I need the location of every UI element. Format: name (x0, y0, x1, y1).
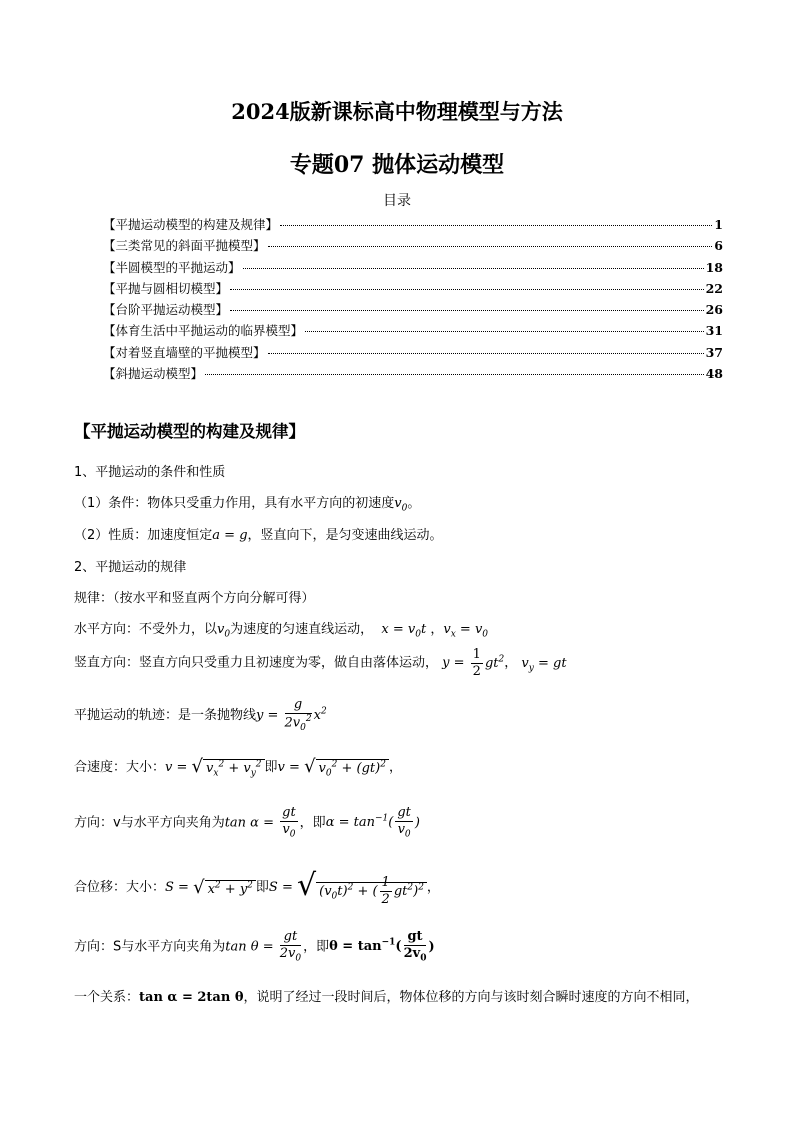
square-root: √ $(v_0t)^2$ + ( $\frac{1}{2}$ $gt^2)^2$ (297, 868, 427, 907)
fraction: $\frac{g}{2v_0^2}$ (284, 697, 312, 733)
square-root: √ $v_x^2 + v_y^2$ (192, 756, 265, 779)
formula: $v_y$ = gt (521, 655, 567, 674)
paragraph (74, 930, 435, 964)
toc-item-label: 【半圆模型的平抛运动】 (103, 259, 241, 275)
formula: y = (442, 655, 469, 671)
formula: $v_0$ (394, 496, 408, 514)
paragraph-text: 即 (264, 760, 278, 775)
paragraph-text: 水平方向：不受外力，以 (74, 622, 218, 637)
paragraph-text: 为速度的匀速直线运动， (230, 622, 374, 637)
toc-leader-dots (268, 353, 704, 354)
formula: $v_x = v_0$ (443, 622, 489, 640)
toc-item[interactable] (103, 236, 723, 257)
paragraph (74, 461, 225, 480)
paragraph-text: 规律：（按水平和竖直两个方向分解可得） (74, 591, 315, 606)
toc-item[interactable] (103, 258, 723, 279)
square-root: √ $x^2 + y^2$ (193, 877, 256, 898)
paragraph (74, 806, 420, 840)
toc-item-label: 【体育生活中平抛运动的临界模型】 (103, 323, 304, 339)
square-root: √ $v_0^2 + (gt)^2$ (304, 756, 389, 779)
toc-item[interactable] (103, 343, 723, 364)
toc-leader-dots (243, 268, 704, 269)
formula: v = (165, 760, 192, 775)
fraction: $\frac{gt}{v_0}$ (397, 805, 411, 840)
paragraph-text: ，即 (299, 815, 326, 831)
document-subtitle: 专题07 抛体运动模型 (289, 152, 505, 178)
formula: g (239, 528, 248, 543)
document-title: 2024版新课标高中物理模型与方法 (231, 99, 563, 124)
formula: a (212, 528, 221, 543)
paragraph-text: 一个关系： (74, 990, 140, 1005)
toc-leader-dots (230, 289, 704, 290)
toc-leader-dots (280, 225, 712, 226)
paragraph-text: 1、平抛运动的条件和性质 (74, 465, 226, 480)
toc-item-page: 26 (705, 302, 723, 318)
paragraph (74, 868, 440, 907)
toc-item-page: 31 (705, 323, 723, 339)
paragraph (74, 698, 327, 733)
paragraph-text: 2、平抛运动的规律 (74, 560, 187, 575)
table-of-contents (103, 215, 723, 385)
paragraph (74, 986, 699, 1005)
formula: tan α = 2tan θ (139, 990, 244, 1005)
toc-leader-dots (230, 310, 704, 311)
toc-leader-dots (205, 374, 704, 375)
toc-item-label: 【平抛运动模型的构建及规律】 (103, 217, 279, 232)
paragraph (74, 524, 443, 543)
formula: $\theta = \tan^{-1}$( (329, 938, 402, 955)
paragraph (74, 587, 315, 606)
toc-item-page: 22 (705, 280, 723, 296)
formula: $\alpha = \tan^{-1}$( (325, 814, 394, 831)
formula: $gt^2$ (484, 654, 505, 671)
formula: = (220, 528, 240, 543)
formula: ) (414, 815, 420, 831)
toc-item-label: 【斜抛运动模型】 (103, 366, 204, 382)
fraction: $\frac{1}{2}$ (472, 647, 481, 679)
paragraph (74, 756, 402, 779)
formula: y = (256, 708, 283, 723)
paragraph-text: 即 (255, 879, 269, 895)
paragraph (74, 648, 567, 678)
paragraph-text: ， (388, 760, 402, 775)
formula: tan θ = (225, 939, 278, 955)
paragraph-text: 。 (407, 496, 421, 511)
paragraph-text: （1）条件：物体只受重力作用，具有水平方向的初速度 (74, 496, 395, 511)
toc-leader-dots (305, 331, 704, 332)
paragraph (74, 556, 186, 575)
toc-item-label: 【对着竖直墙壁的平抛模型】 (103, 344, 266, 360)
formula: S = (165, 879, 194, 895)
fraction: $\frac{gt}{2v_0}$ (403, 929, 427, 964)
paragraph (74, 618, 488, 640)
toc-item-page: 48 (705, 366, 723, 382)
paragraph-text: ，竖直向下，是匀变速曲线运动。 (247, 528, 443, 543)
paragraph-text: 平抛运动的轨迹：是一条抛物线 (74, 708, 257, 723)
toc-item-label: 【三类常见的斜面平抛模型】 (103, 238, 266, 254)
section-title: 【平抛运动模型的构建及规律】 (74, 422, 305, 441)
toc-item-label: 【台阶平抛运动模型】 (103, 302, 229, 318)
toc-item-page: 6 (714, 238, 723, 254)
formula: ， (504, 655, 518, 671)
toc-item[interactable] (103, 279, 723, 300)
toc-item-label: 【平抛与圆相切模型】 (103, 280, 229, 296)
paragraph-text: ，即 (303, 939, 330, 955)
formula: $v_0$ (217, 622, 231, 640)
toc-heading: 目录 (383, 193, 411, 209)
formula: v = (277, 760, 305, 775)
toc-item[interactable] (103, 215, 723, 236)
toc-item[interactable] (103, 321, 723, 342)
formula: $x^2$ (313, 706, 327, 723)
formula: S = (268, 879, 297, 895)
paragraph-text: 方向：v与水平方向夹角为 (74, 815, 225, 831)
toc-leader-dots (268, 246, 713, 247)
paragraph-text: 合速度：大小： (74, 760, 166, 775)
toc-item[interactable] (103, 300, 723, 321)
paragraph-text: 合位移：大小： (74, 879, 166, 895)
toc-item[interactable] (103, 364, 723, 385)
paragraph-text: ， (426, 879, 440, 895)
paragraph-text: 竖直方向：竖直方向只受重力且初速度为零，做自由落体运动， (74, 655, 439, 671)
paragraph-text: 方向：S与水平方向夹角为 (74, 939, 226, 955)
paragraph (74, 492, 420, 514)
fraction: $\frac{gt}{v_0}$ (282, 805, 296, 840)
formula: ， (426, 622, 444, 637)
toc-item-page: 37 (705, 344, 723, 360)
formula: ) (428, 939, 435, 955)
formula: $x = v_0t$ (377, 622, 427, 640)
formula: tan α = (224, 815, 279, 831)
toc-item-page: 1 (714, 217, 723, 232)
fraction: $\frac{gt}{2v_0}$ (279, 929, 302, 964)
paragraph-text: ，说明了经过一段时间后，物体位移的方向与该时刻合瞬时速度的方向不相同， (243, 990, 699, 1005)
toc-item-page: 18 (705, 259, 723, 275)
paragraph-text: （2）性质：加速度恒定 (74, 528, 213, 543)
